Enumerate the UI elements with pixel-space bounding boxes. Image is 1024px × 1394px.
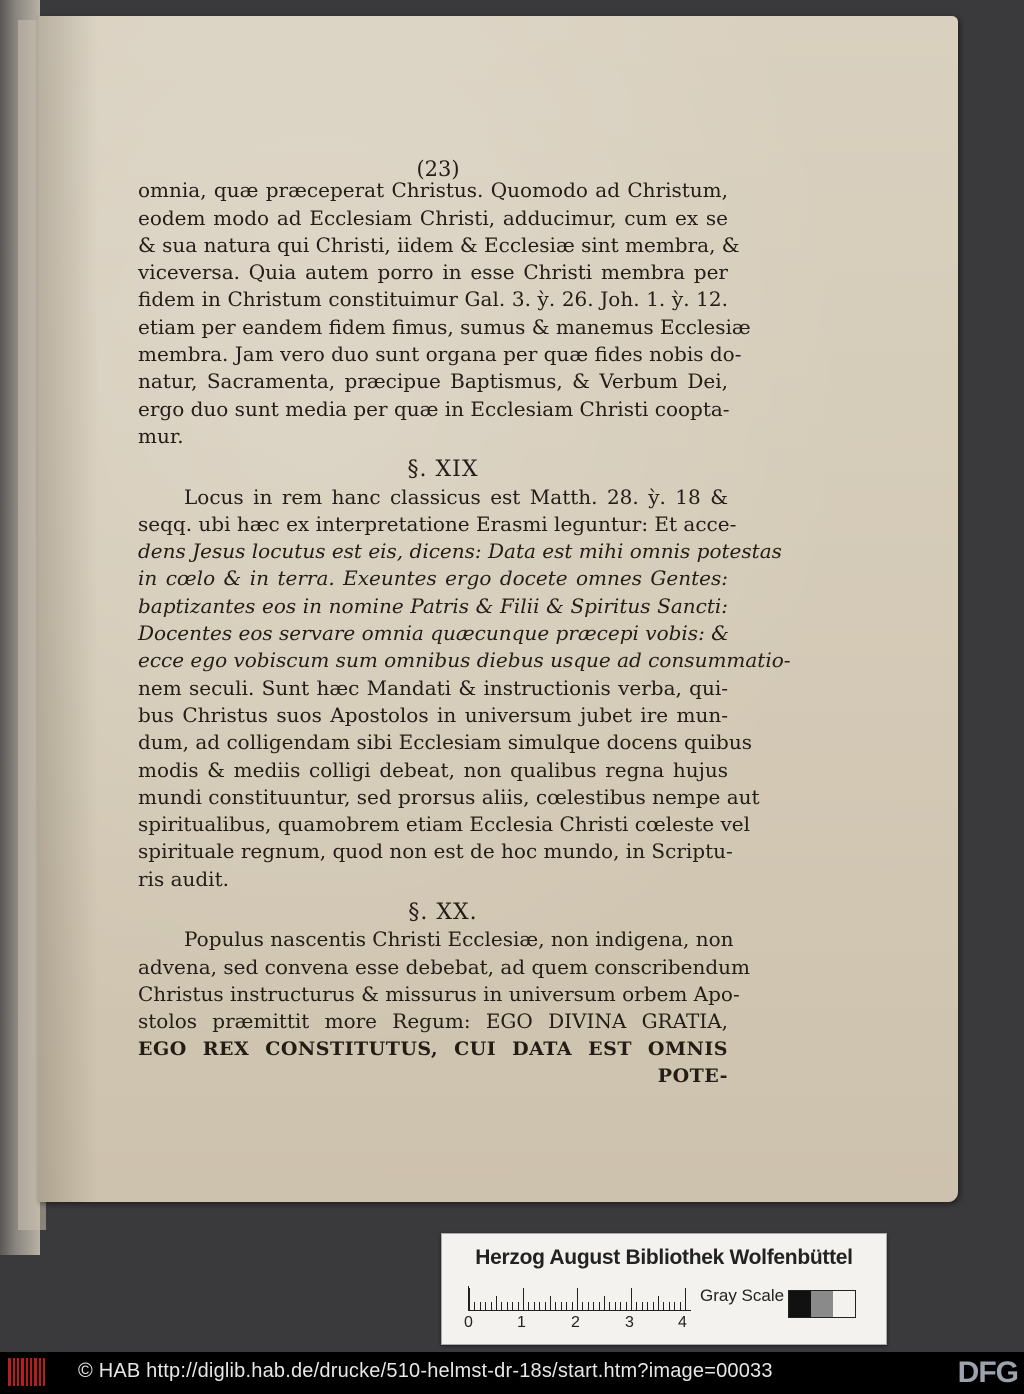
ruler-tick bbox=[631, 1288, 632, 1310]
text-line: bus Christus suos Apostolos in universum jubet ire mun- bbox=[138, 702, 728, 727]
ruler-tick bbox=[593, 1302, 594, 1310]
text-line: dens Jesus locutus est eis, dicens: Data est mihi omnis potestas bbox=[138, 539, 782, 564]
text-line: spirituale regnum, quod non est de hoc mundo, in Scriptu- bbox=[138, 839, 733, 864]
ruler-tick bbox=[577, 1288, 578, 1310]
ruler-tick bbox=[539, 1302, 540, 1310]
text-line: Populus nascentis Christi Ecclesiæ, non indigena, non bbox=[184, 927, 734, 952]
library-color-label bbox=[441, 1233, 887, 1345]
ruler-tick bbox=[545, 1302, 546, 1310]
ruler-number: 0 bbox=[464, 1314, 473, 1331]
ruler-tick bbox=[642, 1302, 643, 1310]
ruler-tick bbox=[604, 1296, 605, 1310]
text-line: spiritualibus, quamobrem etiam Ecclesia Christi cœleste vel bbox=[138, 812, 750, 837]
ruler-number: 4 bbox=[678, 1314, 687, 1331]
ruler-tick bbox=[485, 1302, 486, 1310]
text-line: stolos præmittit more Regum: EGO DIVINA GRATIA, bbox=[138, 1009, 728, 1034]
text-line: fidem in Christum constituimur Gal. 3. ỳ. 26. Joh. 1. ỳ. 12. bbox=[138, 287, 728, 312]
gray-swatch-mid bbox=[811, 1291, 833, 1317]
text-line: Christus instructurus & missurus in universum orbem Apo- bbox=[138, 981, 740, 1006]
text-line: & sua natura qui Christi, iidem & Ecclesiæ sint membra, & bbox=[138, 232, 740, 257]
dfg-logo: DFG bbox=[957, 1356, 1018, 1389]
ruler-tick bbox=[588, 1302, 589, 1310]
text-line: EGO REX CONSTITUTUS, CUI DATA EST OMNIS bbox=[138, 1037, 728, 1060]
ruler-tick bbox=[566, 1302, 567, 1310]
paragraph-1 bbox=[138, 177, 751, 450]
ruler-tick bbox=[474, 1302, 475, 1310]
ruler-tick bbox=[658, 1296, 659, 1310]
copyright-url[interactable]: © HAB http://diglib.hab.de/drucke/510-helmst-dr-18s/start.htm?image=00033 bbox=[78, 1360, 773, 1382]
ruler-tick bbox=[626, 1302, 627, 1310]
text-line: in cœlo & in terra. Exeuntes ergo docete omnes Gentes: bbox=[138, 566, 728, 591]
paragraph-2 bbox=[138, 484, 791, 893]
ruler-tick bbox=[674, 1302, 675, 1310]
ruler-tick bbox=[480, 1302, 481, 1310]
gray-swatch-light bbox=[833, 1291, 855, 1317]
text-line: mundi constituuntur, sed prorsus aliis, cœlestibus nempe aut bbox=[138, 784, 760, 809]
page-number: (23) bbox=[416, 157, 460, 181]
text-line: mur. bbox=[138, 423, 184, 448]
text-line: nem seculi. Sunt hæc Mandati & instructionis verba, qui- bbox=[138, 675, 728, 700]
ruler-tick bbox=[501, 1302, 502, 1310]
text-line: omnia, quæ præceperat Christus. Quomodo ad Christum, bbox=[138, 178, 728, 203]
text-line: advena, sed convena esse debebat, ad quem conscribendum bbox=[138, 954, 751, 979]
text-line: Docentes eos servare omnia quæcunque præcepi vobis: & bbox=[138, 621, 729, 646]
ruler-tick bbox=[534, 1302, 535, 1310]
ruler-tick bbox=[647, 1302, 648, 1310]
ruler-tick bbox=[555, 1302, 556, 1310]
barcode-stripe bbox=[17, 1358, 19, 1386]
paragraph-3 bbox=[138, 926, 751, 1090]
ruler-tick bbox=[518, 1302, 519, 1310]
text-line: dum, ad colligendam sibi Ecclesiam simulque docens quibus bbox=[138, 730, 752, 755]
text-line: modis & mediis colligi debeat, non qualibus regna hujus bbox=[138, 757, 728, 782]
barcode-stripe bbox=[43, 1358, 45, 1386]
ruler-tick bbox=[636, 1302, 637, 1310]
library-name: Herzog August Bibliothek Wolfenbüttel bbox=[475, 1246, 853, 1269]
ruler-tick bbox=[582, 1302, 583, 1310]
ruler-tick bbox=[669, 1302, 670, 1310]
catchword: POTE- bbox=[657, 1064, 728, 1087]
text-line: baptizantes eos in nomine Patris & Filii & Spiritus Sancti: bbox=[138, 593, 728, 618]
ruler-tick bbox=[550, 1296, 551, 1310]
barcode-stripe bbox=[8, 1358, 11, 1386]
text-line: Locus in rem hanc classicus est Matth. 28. ỳ. 18 & bbox=[184, 484, 728, 509]
section-heading-xx: §. XX. bbox=[408, 900, 478, 926]
ruler-tick bbox=[599, 1302, 600, 1310]
text-line: ergo duo sunt media per quæ in Ecclesiam Christi coopta- bbox=[138, 396, 730, 421]
text-line: etiam per eandem fidem fimus, sumus & manemus Ecclesiæ bbox=[138, 314, 751, 339]
barcode-stripe bbox=[21, 1358, 24, 1386]
ruler-tick bbox=[523, 1288, 524, 1310]
ruler-tick bbox=[528, 1302, 529, 1310]
ruler-tick bbox=[609, 1302, 610, 1310]
text-line: seqq. ubi hæc ex interpretatione Erasmi leguntur: Et acce- bbox=[138, 511, 737, 536]
ruler-number: 2 bbox=[571, 1314, 580, 1331]
ruler-tick bbox=[620, 1302, 621, 1310]
text-line: membra. Jam vero duo sunt organa per quæ fides nobis do- bbox=[138, 342, 742, 367]
ruler-tick bbox=[680, 1302, 681, 1310]
barcode-stripe bbox=[30, 1358, 32, 1386]
ruler-tick bbox=[572, 1302, 573, 1310]
text-line: eodem modo ad Ecclesiam Christi, adducimur, cum ex se bbox=[138, 205, 728, 230]
text-line: ecce ego vobiscum sum omnibus diebus usque ad consummatio- bbox=[138, 648, 791, 673]
ruler-tick bbox=[512, 1302, 513, 1310]
text-line: ris audit. bbox=[138, 866, 229, 891]
ruler-tick bbox=[507, 1302, 508, 1310]
ruler-tick bbox=[663, 1302, 664, 1310]
barcode-icon bbox=[8, 1358, 46, 1386]
gray-swatch-dark bbox=[789, 1291, 811, 1317]
section-heading-xix: §. XIX bbox=[407, 457, 479, 483]
barcode-stripe bbox=[34, 1358, 37, 1386]
scale-ruler bbox=[468, 1286, 691, 1311]
ruler-tick bbox=[561, 1302, 562, 1310]
text-line: natur, Sacramenta, præcipue Baptismus, & Verbum Dei, bbox=[138, 369, 728, 394]
ruler-number: 3 bbox=[625, 1314, 634, 1331]
ruler-tick bbox=[685, 1288, 686, 1310]
ruler-number: 1 bbox=[517, 1314, 526, 1331]
barcode-stripe bbox=[13, 1358, 15, 1386]
gray-scale-swatches bbox=[788, 1290, 856, 1318]
ruler-tick bbox=[491, 1302, 492, 1310]
page-text bbox=[138, 156, 791, 1090]
ruler-numbers bbox=[462, 1314, 712, 1334]
ruler-tick bbox=[653, 1302, 654, 1310]
ruler-tick bbox=[615, 1302, 616, 1310]
barcode-stripe bbox=[26, 1358, 28, 1386]
barcode-stripe bbox=[39, 1358, 41, 1386]
ruler-tick bbox=[496, 1296, 497, 1310]
ruler-tick bbox=[469, 1288, 470, 1310]
text-line: viceversa. Quia autem porro in esse Christi membra per bbox=[138, 260, 728, 285]
document-page bbox=[38, 16, 958, 1202]
footer-bar bbox=[0, 1352, 1024, 1394]
gray-scale-label: Gray Scale bbox=[700, 1286, 785, 1305]
